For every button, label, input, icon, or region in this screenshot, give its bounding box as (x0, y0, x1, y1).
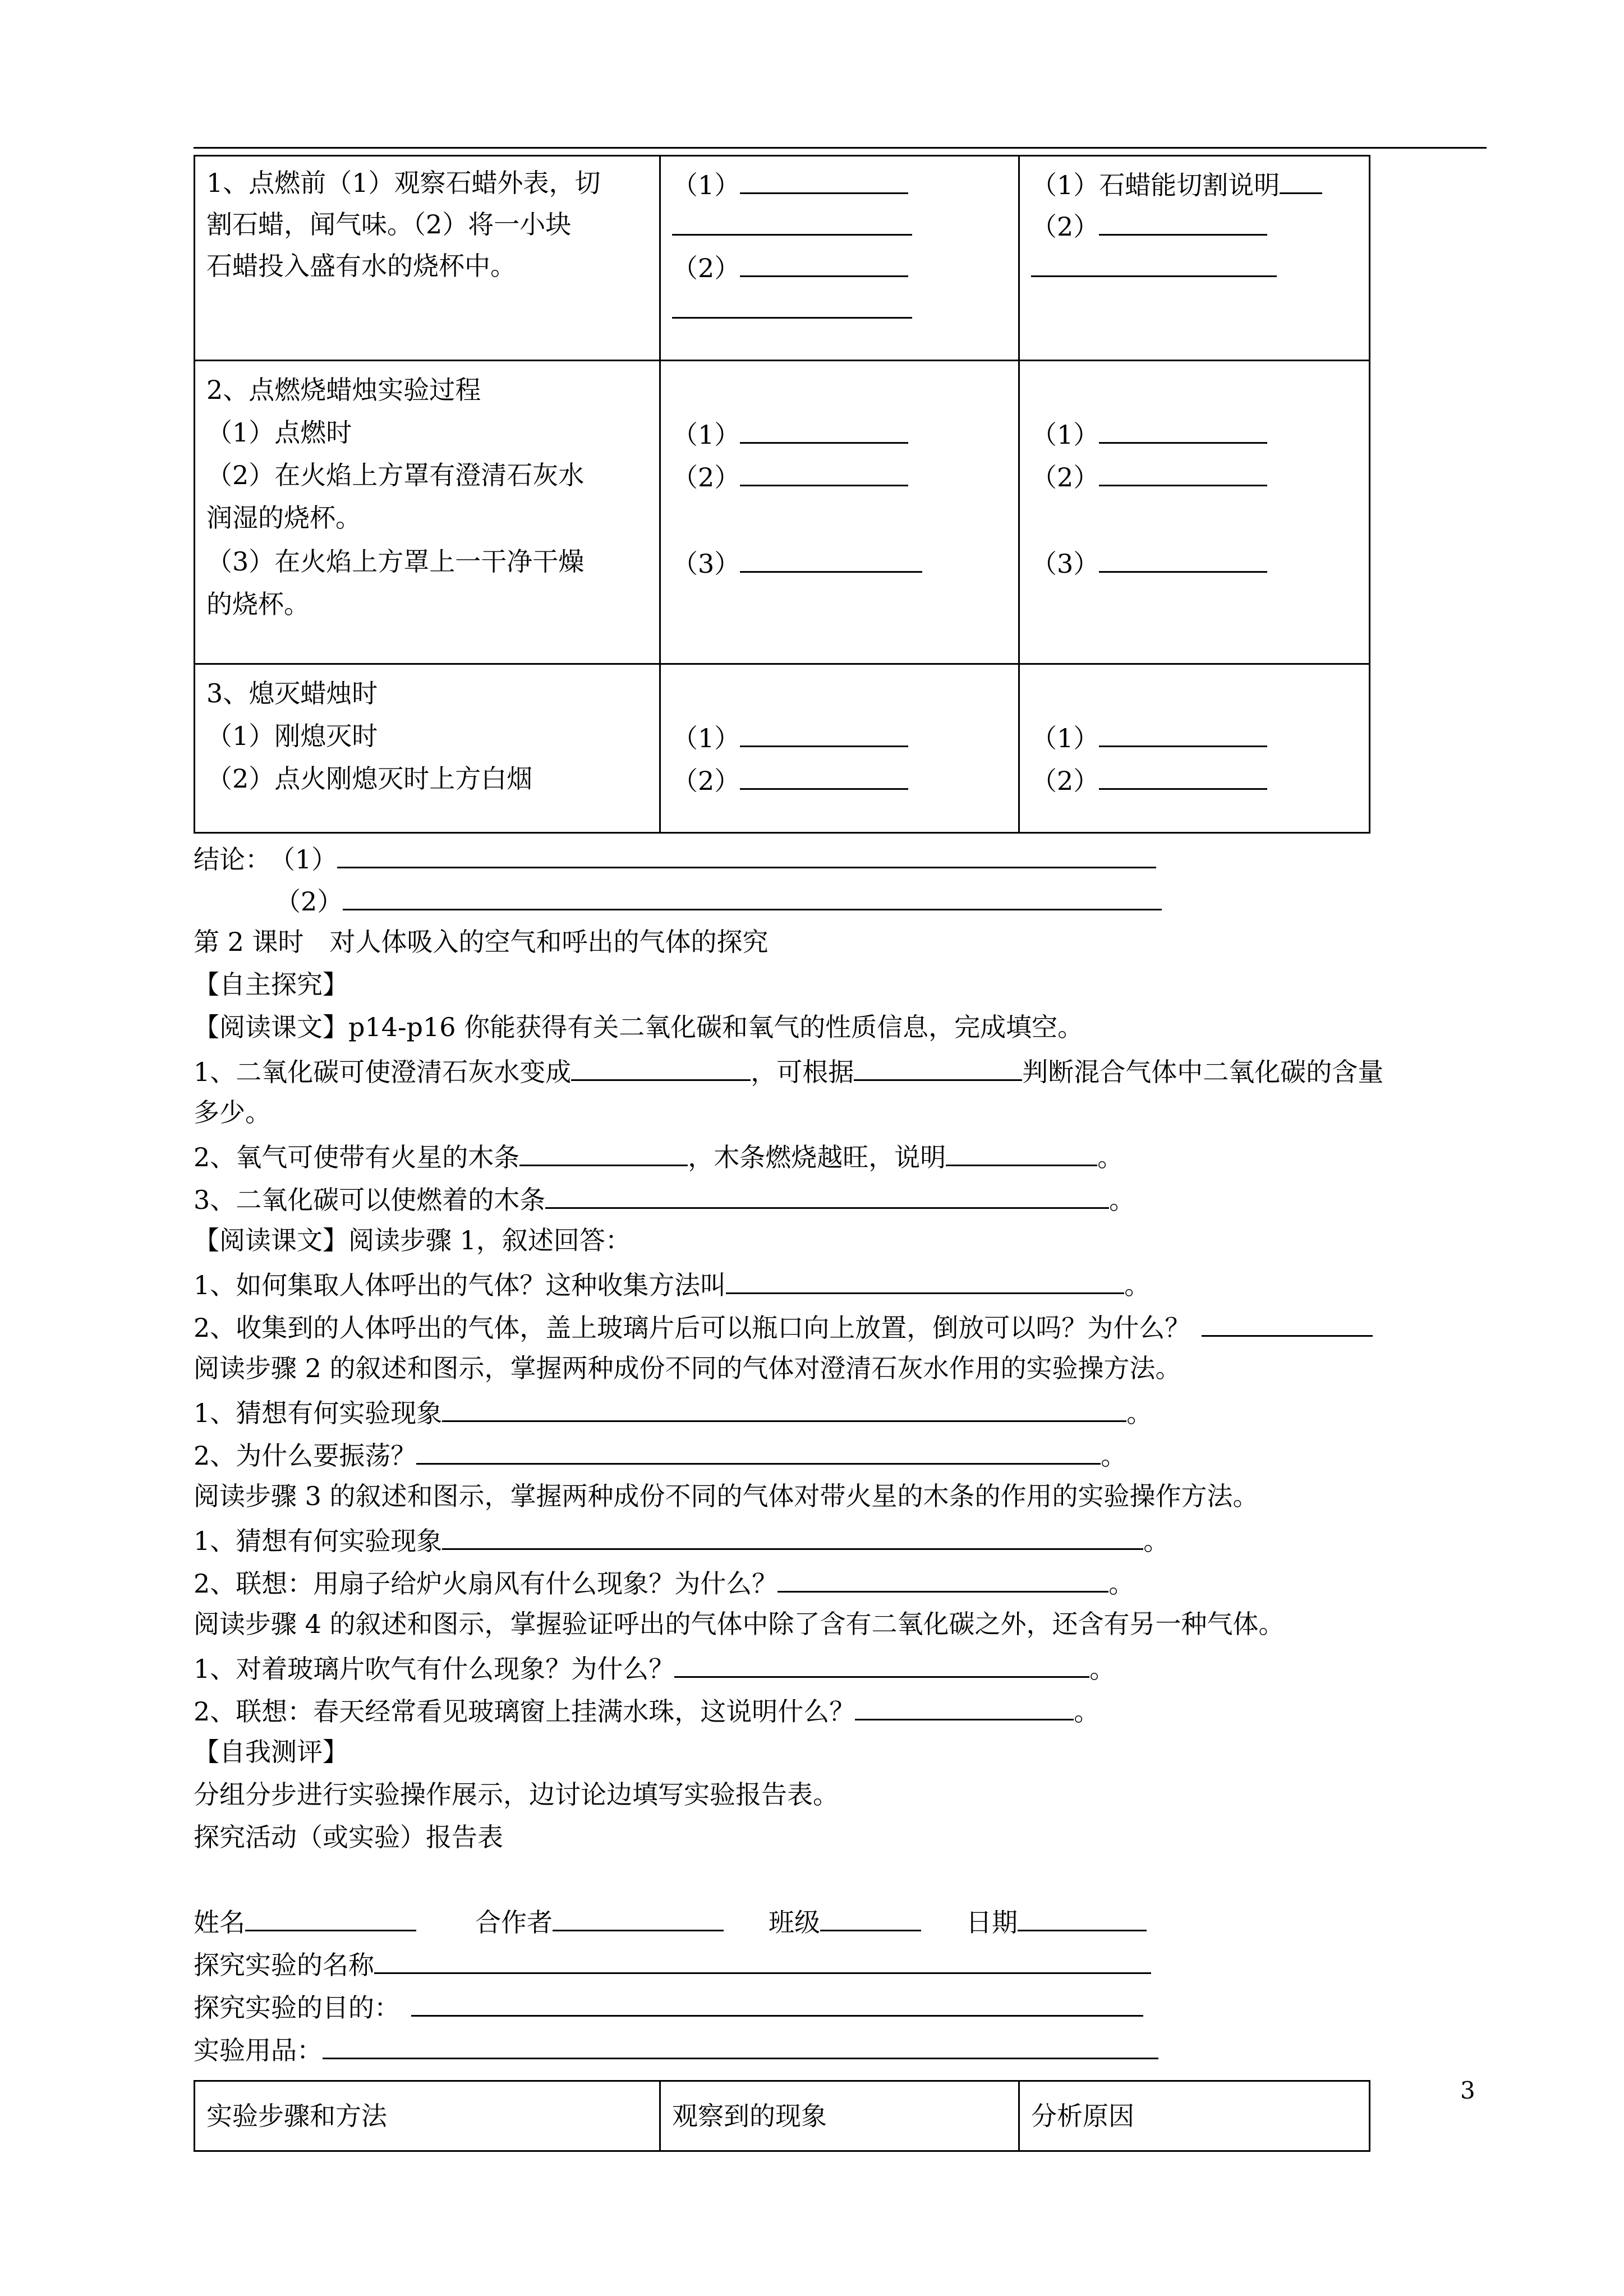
experiment-name-label: 探究实验的名称 (194, 1950, 374, 1980)
partner-label: 合作者 (475, 1907, 553, 1938)
analysis-cell (1019, 156, 1370, 361)
reading-instruction: 阅读步骤 4 的叙述和图示，掌握验证呼出的气体中除了含有二氧化碳之外，还含有另一种气体。 (194, 1609, 1285, 1639)
blank-line[interactable] (740, 462, 908, 486)
class-field[interactable] (820, 1907, 921, 1931)
class-label: 班级 (769, 1907, 820, 1938)
question-line: 1、如何集取人体呼出的气体？这种收集方法叫 。 (194, 1270, 1151, 1300)
blank-line[interactable] (740, 549, 922, 573)
blank-line[interactable] (946, 1142, 1097, 1166)
conclusion-label: 结论： (194, 844, 271, 875)
obs-label: （1） (672, 420, 740, 450)
blank-line[interactable] (1099, 211, 1267, 236)
header-cell: 观察到的现象 (660, 2081, 1019, 2151)
conclusion-line-2 (275, 886, 1162, 917)
report-name-line (194, 1950, 1151, 1978)
observation-cell (660, 664, 1019, 833)
blank-line[interactable] (1099, 766, 1267, 790)
step-line: 3、熄灭蜡烛时 (206, 678, 378, 708)
obs-label: （1） (672, 170, 740, 200)
question-line: 1、对着玻璃片吹气有什么现象？为什么？ 。 (194, 1654, 1116, 1684)
table-row (195, 361, 1370, 664)
step-line: 的烧杯。 (206, 589, 310, 619)
blank-line[interactable] (1099, 462, 1267, 486)
reading-instruction: 阅读步骤 3 的叙述和图示，掌握两种成份不同的气体对带火星的木条的作用的实验操作方法。 (194, 1481, 1259, 1511)
step-line: 润湿的烧杯。 (206, 503, 361, 533)
table-row (195, 156, 1370, 361)
conclusion-line-1 (194, 844, 1156, 875)
table-header-row (195, 2081, 1370, 2151)
lesson-title: 第 2 课时 对人体吸入的空气和呼出的气体的探究 (194, 927, 769, 957)
blank-line[interactable] (416, 1441, 1101, 1465)
reading-instruction: 【阅读课文】阅读步骤 1，叙述回答： (194, 1225, 631, 1255)
step-line: （1）刚熄灭时 (206, 721, 378, 751)
report-info-line (194, 1907, 1147, 1938)
blank-line[interactable] (442, 1398, 1126, 1422)
blank-line[interactable] (740, 170, 908, 194)
obs-label: （1） (672, 723, 740, 753)
blank-line[interactable] (519, 1142, 688, 1166)
materials-label: 实验用品： (194, 2035, 323, 2065)
date-label: 日期 (966, 1907, 1018, 1938)
blank-line[interactable] (672, 295, 912, 319)
step-cell (195, 361, 660, 664)
question-line: 1、猜想有何实验现象 。 (194, 1526, 1170, 1556)
question-line: 3、二氧化碳可以使燃着的木条 。 (194, 1185, 1135, 1215)
blank-line[interactable] (1031, 253, 1277, 277)
section-heading: 【自主探究】 (194, 969, 348, 1000)
experiment-table (194, 155, 1370, 834)
question-line: 2、收集到的人体呼出的气体，盖上玻璃片后可以瓶口向上放置，倒放可以吗？为什么？ (194, 1313, 1373, 1341)
report-materials-line (194, 2035, 1158, 2063)
reading-instruction: 【阅读课文】p14-p16 你能获得有关二氧化碳和氧气的性质信息，完成填空。 (194, 1012, 1084, 1042)
blank-line[interactable] (854, 1057, 1022, 1081)
step-cell (195, 156, 660, 361)
blank-line[interactable] (571, 1057, 751, 1081)
table-row (195, 664, 1370, 833)
blank-line[interactable] (726, 1270, 1124, 1294)
blank-line[interactable] (343, 886, 1162, 910)
partner-field[interactable] (553, 1907, 724, 1931)
observation-cell (660, 156, 1019, 361)
section-heading: 【自我测评】 (194, 1737, 348, 1767)
step-line: （3）在火焰上方罩上一干净干燥 (206, 546, 585, 577)
instruction-text: 分组分步进行实验操作展示，边讨论边填写实验报告表。 (194, 1779, 839, 1810)
date-field[interactable] (1018, 1907, 1147, 1931)
header-cell: 分析原因 (1019, 2081, 1370, 2151)
blank-line[interactable] (778, 1568, 1108, 1593)
conclusion-item: （2） (275, 886, 343, 917)
step-line: 2、点燃烧蜡烛实验过程 (206, 375, 481, 405)
analysis-cell (1019, 361, 1370, 664)
blank-line[interactable] (442, 1526, 1143, 1550)
page-number: 3 (1460, 2077, 1475, 2104)
experiment-name-field[interactable] (374, 1950, 1151, 1974)
name-label: 姓名 (194, 1907, 245, 1938)
analysis-label: （2） (1031, 211, 1099, 242)
report-purpose-line (194, 1993, 1143, 2021)
blank-line[interactable] (740, 766, 908, 790)
blank-line[interactable] (1280, 170, 1322, 194)
report-table (194, 2080, 1370, 2152)
question-line: 2、联想：春天经常看见玻璃窗上挂满水珠，这说明什么？ 。 (194, 1696, 1100, 1727)
obs-label: （2） (672, 766, 740, 796)
analysis-label: （2） (1031, 766, 1099, 796)
blank-line[interactable] (740, 420, 908, 444)
analysis-label: （2） (1031, 462, 1099, 493)
step-line: 1、点燃前（1）观察石蜡外表，切 (206, 168, 601, 198)
step-line: （2）在火焰上方罩有澄清石灰水 (206, 460, 585, 490)
obs-label: （2） (672, 253, 740, 283)
blank-line[interactable] (740, 253, 908, 277)
header-rule (194, 147, 1487, 149)
step-line: （2）点火刚熄灭时上方白烟 (206, 763, 533, 794)
step-line: 割石蜡，闻气味。（2）将一小块 (206, 209, 572, 240)
experiment-purpose-field[interactable] (411, 1993, 1143, 2017)
question-line: 2、联想：用扇子给炉火扇风有什么现象？为什么？ 。 (194, 1568, 1135, 1599)
blank-line[interactable] (1099, 549, 1267, 573)
blank-line[interactable] (674, 1654, 1089, 1678)
header-cell: 实验步骤和方法 (195, 2081, 660, 2151)
question-line: 2、氧气可使带有火星的木条 ，木条燃烧越旺，说明 。 (194, 1142, 1124, 1172)
step-line: 石蜡投入盛有水的烧杯中。 (206, 251, 516, 281)
blank-line[interactable] (1099, 723, 1267, 747)
question-line: 2、为什么要振荡？ 。 (194, 1441, 1127, 1471)
blank-line[interactable] (672, 211, 912, 236)
observation-cell (660, 361, 1019, 664)
experiment-purpose-label: 探究实验的目的： (194, 1993, 400, 2023)
blank-line[interactable] (855, 1696, 1074, 1720)
analysis-label: （1）石蜡能切割说明 (1031, 170, 1280, 200)
materials-field[interactable] (323, 2035, 1158, 2059)
conclusion-item: （1） (282, 844, 338, 875)
analysis-label: （1） (1031, 723, 1099, 753)
blank-line[interactable] (740, 723, 908, 747)
step-cell (195, 664, 660, 833)
question-line: 1、猜想有何实验现象 。 (194, 1398, 1153, 1428)
reading-instruction: 阅读步骤 2 的叙述和图示，掌握两种成份不同的气体对澄清石灰水作用的实验操方法。 (194, 1353, 1181, 1383)
blank-line[interactable] (1099, 420, 1267, 444)
report-title: 探究活动（或实验）报告表 (194, 1822, 503, 1852)
name-field[interactable] (245, 1907, 416, 1931)
obs-label: （2） (672, 462, 740, 493)
blank-line[interactable] (1202, 1313, 1373, 1337)
analysis-cell (1019, 664, 1370, 833)
blank-line[interactable] (337, 844, 1156, 868)
step-line: （1）点燃时 (206, 417, 352, 448)
analysis-label: （1） (1031, 420, 1099, 450)
blank-line[interactable] (545, 1185, 1109, 1209)
obs-label: （3） (672, 549, 740, 579)
analysis-label: （3） (1031, 549, 1099, 579)
question-line: 多少。 (194, 1097, 271, 1128)
question-line: 1、二氧化碳可使澄清石灰水变成 ，可根据 判断混合气体中二氧化碳的含量 (194, 1057, 1384, 1087)
